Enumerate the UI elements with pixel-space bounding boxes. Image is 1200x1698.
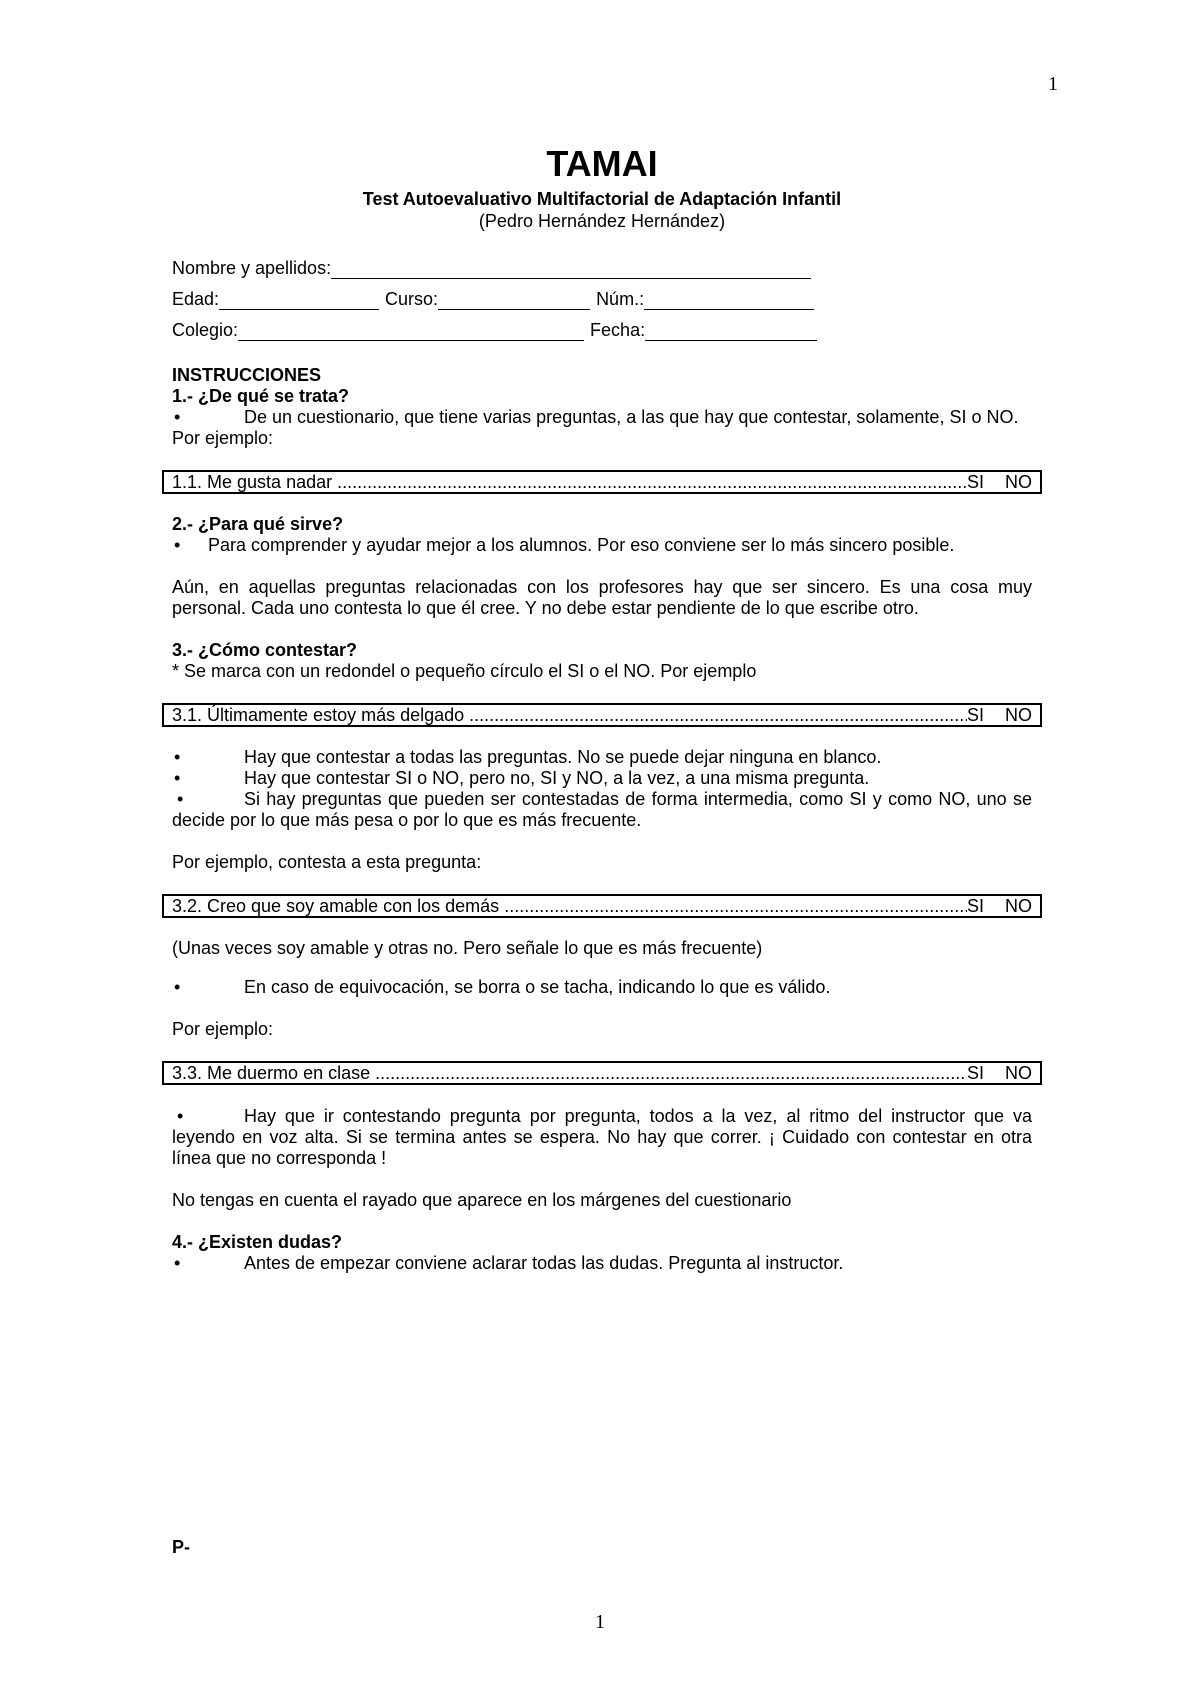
school-label: Colegio:	[172, 320, 239, 340]
bullet-text: Hay que contestar a todas las preguntas. No se puede dejar ninguna en blanco.	[244, 747, 882, 767]
example-box-1-1	[162, 470, 1042, 494]
bullet-text: Antes de empezar conviene aclarar todas las dudas. Pregunta al instructor.	[244, 1253, 844, 1273]
section-3-bullet-2	[172, 768, 1032, 789]
example-question: 3.2. Creo que soy amable con los demás .....	[172, 896, 967, 917]
answer-si[interactable]: SI	[966, 895, 984, 916]
section-3-bullet-4	[172, 977, 1032, 998]
section-3-bullet-1	[172, 747, 1032, 768]
bullet-text: Si hay preguntas que pueden ser contestadas de forma intermedia, como SI y como NO, uno se decide por lo que más pesa o por lo que es más frecuente.	[172, 789, 1032, 830]
section-3-text-4: No tengas en cuenta el rayado que aparece en los márgenes del cuestionario	[172, 1190, 792, 1210]
example-box-3-1	[162, 703, 1042, 727]
date-label: Fecha:	[590, 320, 646, 340]
name-blank[interactable]	[331, 261, 811, 279]
section-2-bullet	[172, 535, 1032, 556]
example-question: 3.1. Últimamente estoy más delgado .....	[172, 705, 967, 726]
school-blank[interactable]	[238, 323, 584, 341]
section-3-bullet-5	[172, 1106, 1032, 1169]
bullet-text: De un cuestionario, que tiene varias preguntas, a las que hay que contestar, solamente, SI o NO.	[244, 407, 1019, 427]
example-box-3-3	[162, 1061, 1042, 1085]
page-number-bottom: 1	[595, 1611, 605, 1633]
section-1-heading: 1.- ¿De qué se trata?	[172, 386, 350, 406]
name-label: Nombre y apellidos:	[172, 258, 332, 278]
bullet-text: Para comprender y ayudar mejor a los alumnos. Por eso conviene ser lo más sincero posible.	[208, 535, 955, 555]
answer-si[interactable]: SI	[966, 704, 984, 725]
example-question: 1.1. Me gusta nadar .....	[172, 472, 967, 493]
section-2-heading: 2.- ¿Para qué sirve?	[172, 514, 344, 534]
section-3-bullet-3	[172, 789, 1032, 831]
section-2-paragraph: Aún, en aquellas preguntas relacionadas con los profesores hay que ser sincero. Es una cosa muy personal. Cada uno contesta lo que él cree. Y no debe estar pendiente de lo que escribe otro.	[172, 577, 1032, 618]
page-number-top: 1	[1048, 73, 1058, 95]
answer-no[interactable]: NO	[1005, 471, 1032, 492]
bullet-icon: •	[174, 535, 181, 555]
example-box-3-2	[162, 894, 1042, 918]
section-3-text-2: Por ejemplo, contesta a esta pregunta:	[172, 852, 482, 872]
num-blank[interactable]	[644, 292, 814, 310]
school-date-row	[172, 320, 1032, 341]
section-3-note: (Unas veces soy amable y otras no. Pero señale lo que es más frecuente)	[172, 938, 763, 958]
answer-no[interactable]: NO	[1005, 704, 1032, 725]
example-question: 3.3. Me duermo en clase .....	[172, 1063, 967, 1084]
bullet-text: En caso de equivocación, se borra o se tacha, indicando lo que es válido.	[244, 977, 831, 997]
bullet-icon: •	[172, 1106, 184, 1126]
bullet-text: Hay que ir contestando pregunta por pregunta, todos a la vez, al ritmo del instructor que va leyendo en voz alta. Si se termina antes se espera. No hay que correr. ¡ Cuidado con contestar en otra línea que no corresponda !	[172, 1106, 1032, 1168]
answer-no[interactable]: NO	[1005, 1062, 1032, 1083]
bullet-icon: •	[174, 1253, 181, 1273]
age-blank[interactable]	[219, 292, 379, 310]
answer-si[interactable]: SI	[966, 471, 984, 492]
bullet-icon: •	[174, 977, 181, 997]
document-body	[172, 144, 1032, 1274]
section-3-text-3: Por ejemplo:	[172, 1019, 274, 1039]
instructions-heading: INSTRUCCIONES	[172, 365, 322, 385]
section-1-text: Por ejemplo:	[172, 428, 274, 448]
section-3-intro: * Se marca con un redondel o pequeño círculo el SI o el NO. Por ejemplo	[172, 661, 757, 681]
bullet-icon: •	[172, 789, 184, 809]
section-1-bullet	[172, 407, 1032, 428]
answer-no[interactable]: NO	[1005, 895, 1032, 916]
section-3-heading: 3.- ¿Cómo contestar?	[172, 640, 358, 660]
course-label: Curso:	[385, 289, 439, 309]
date-blank[interactable]	[645, 323, 817, 341]
bullet-icon: •	[174, 407, 181, 427]
document-title: TAMAI	[546, 143, 658, 184]
course-blank[interactable]	[438, 292, 590, 310]
footer-mark: P-	[172, 1537, 190, 1557]
bullet-icon: •	[174, 747, 181, 767]
age-course-num-row	[172, 289, 1032, 310]
name-field-row	[172, 258, 1032, 279]
bullet-text: Hay que contestar SI o NO, pero no, SI y NO, a la vez, a una misma pregunta.	[244, 768, 870, 788]
section-4-heading: 4.- ¿Existen dudas?	[172, 1232, 343, 1252]
document-subtitle: Test Autoevaluativo Multifactorial de Adaptación Infantil	[362, 189, 842, 209]
age-label: Edad:	[172, 289, 220, 309]
section-4-bullet	[172, 1253, 1032, 1274]
num-label: Núm.:	[596, 289, 645, 309]
document-author: (Pedro Hernández Hernández)	[478, 211, 726, 231]
answer-si[interactable]: SI	[966, 1062, 984, 1083]
bullet-icon: •	[174, 768, 181, 788]
